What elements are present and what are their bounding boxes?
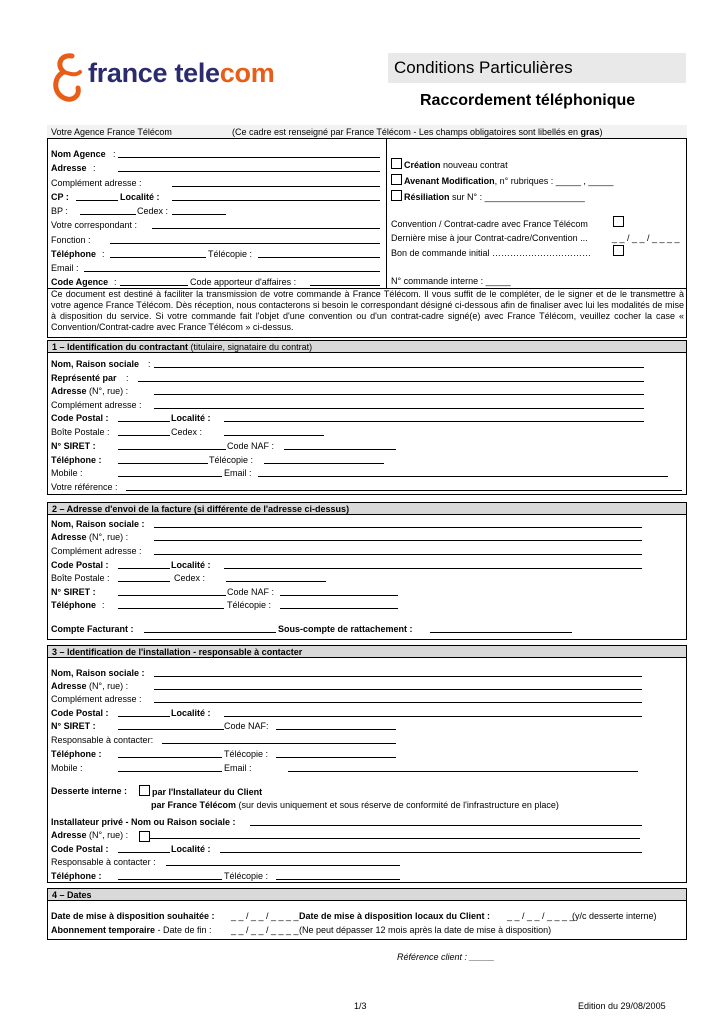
localite-label: Localité : [120,192,160,202]
s2-adresse-label: Adresse (N°, rue) : [51,532,129,542]
s1-code-naf-label: Code NAF : [227,441,275,451]
agency-header-note: (Ce cadre est renseigné par France Télécom - Les champs obligatoires sont libellés en gras) [232,127,603,137]
s3-inst-telecopie-label: Télécopie : [224,871,269,881]
s1-email-field[interactable] [258,476,668,477]
cp-field[interactable] [76,200,118,201]
s2-sous-compte-label: Sous-compte de rattachement : [278,624,413,634]
s3-mobile-field[interactable] [118,771,222,772]
s3-localite-field[interactable] [224,716,642,717]
code-apporteur-label: Code apporteur d'affaires : [190,277,297,287]
s2-code-postal-field[interactable] [118,568,170,569]
s2-complement-label: Complément adresse : [51,546,142,556]
localite-field[interactable] [172,200,380,201]
intro-text: Ce document est destiné à faciliter la transmission de votre commande à France Télécom. Il vous suffit de le compléter, de le signer et de le transmettre à votre agence France Télécom. Dès réception, nous contacterons si besoin le correspondant désigné ci-dessous afin de finaliser avec lui les modalités de mise à disposition du service. Si votre commande fait l'objet d'une convention ou d'un contrat-cadre signé(e) avec France Télécom, veuillez cocher la case « Convention/Contrat-cadre avec France Télécom » ci-dessus. [51,289,684,332]
s1-code-naf-field[interactable] [284,449,396,450]
telecopie-field[interactable] [258,257,380,258]
resiliation-option[interactable]: Résiliation sur N° : ____________________ [391,190,585,203]
s2-localite-field[interactable] [224,568,642,569]
complement-field[interactable] [172,186,380,187]
s3-nom-field[interactable] [154,676,642,677]
s1-nom-label: Nom, Raison sociale [51,359,140,369]
s3-nom-label: Nom, Raison sociale : [51,668,145,678]
s3-inst-adresse-field[interactable] [150,838,640,839]
s2-telephone-field[interactable] [118,608,224,609]
s3-desserte-opt1[interactable]: par l'Installateur du Client [139,785,262,798]
s1-email-label: Email : [224,468,252,478]
s1-code-postal-label: Code Postal : [51,413,109,423]
s1-mobile-label: Mobile : [51,468,83,478]
s1-complement-field[interactable] [154,408,644,409]
s2-compte-label: Compte Facturant : [51,624,134,634]
s2-telephone-label: Téléphone [51,600,97,610]
section3-box [47,645,687,883]
derniere-maj-label: Dernière mise à jour Contrat-cadre/Convention ... [391,233,588,243]
bp-field[interactable] [80,214,136,215]
s3-responsable-field[interactable] [162,743,396,744]
derniere-maj-date[interactable]: _ _ / _ _ / _ _ _ _ [612,233,680,243]
telecopie-label: Télécopie : [208,249,253,259]
s3-mobile-label: Mobile : [51,763,83,773]
s1-reference-field[interactable] [126,490,682,491]
s1-telecopie-field[interactable] [264,463,384,464]
s3-inst-code-postal-field[interactable] [118,852,170,853]
s3-code-naf-label: Code NAF: [224,721,269,731]
fonction-label: Fonction : [51,235,91,245]
creation-option[interactable]: Création nouveau contrat [391,158,508,171]
s4-date-locaux-value[interactable]: _ _ / _ _ / _ _ _ _ [507,911,575,921]
bon-commande-label: Bon de commande initial …………………………… [391,248,592,258]
s3-inst-localite-label: Localité : [171,844,211,854]
s1-nom-field[interactable] [154,367,644,368]
s3-responsable-label: Responsable à contacter: [51,735,154,745]
s2-localite-label: Localité : [171,560,211,570]
email-field[interactable] [84,271,380,272]
bon-commande-checkbox[interactable] [613,245,624,256]
s1-mobile-field[interactable] [118,476,222,477]
telephone-label: Téléphone [51,249,97,259]
s3-code-postal-label: Code Postal : [51,708,109,718]
s2-boite-postale-label: Boîte Postale : [51,573,110,583]
s1-cedex-label: Cedex : [171,427,203,437]
s3-localite-label: Localité : [171,708,211,718]
s1-complement-label: Complément adresse : [51,400,142,410]
avenant-option[interactable]: Avenant Modification, n° rubriques : _____ , _____ [391,174,613,187]
section2-header: 2 – Adresse d'envoi de la facture (si différente de l'adresse ci-dessus) [47,502,687,515]
s3-inst-responsable-field[interactable] [166,865,400,866]
s2-siret-field[interactable] [118,595,226,596]
s1-localite-label: Localité : [171,413,211,423]
bp-label: BP : [51,206,68,216]
s1-telephone-field[interactable] [118,463,208,464]
s2-telecopie-label: Télécopie : [227,600,272,610]
fonction-field[interactable] [110,243,380,244]
cedex-field[interactable] [172,214,226,215]
agency-header-label: Votre Agence France Télécom [51,127,172,137]
logo-text: france telecom [88,58,275,88]
s2-compte-field[interactable] [144,632,276,633]
avenant-checkbox[interactable] [391,174,402,185]
email-label: Email : [51,263,79,273]
s3-email-label: Email : [224,763,252,773]
s4-date-souhaitee-value[interactable]: _ _ / _ _ / _ _ _ _ [231,911,299,921]
correspondant-field[interactable] [152,228,380,229]
s1-boite-postale-field[interactable] [118,435,170,436]
s1-telephone-label: Téléphone : [51,455,102,465]
s4-abonnement-value[interactable]: _ _ / _ _ / _ _ _ _ [231,925,299,935]
s3-inst-adresse-label: Adresse (N°, rue) : [51,830,129,840]
s2-siret-label: N° SIRET : [51,587,96,597]
section1-header: 1 – Identification du contractant (titulaire, signataire du contrat) [47,340,687,353]
section3-header: 3 – Identification de l'installation - responsable à contacter [47,645,687,658]
s3-telecopie-label: Télécopie : [224,749,269,759]
nom-agence-field[interactable] [118,157,380,158]
s1-represente-field[interactable] [138,381,644,382]
france-telecom-logo-icon [50,52,84,106]
s4-abonnement-note: (Ne peut dépasser 12 mois après la date de mise à disposition) [299,925,552,935]
s3-inst-localite-field[interactable] [220,852,642,853]
s3-adresse-field[interactable] [154,689,642,690]
s4-abonnement-label: Abonnement temporaire - Date de fin : [51,925,212,935]
s3-complement-field[interactable] [154,702,642,703]
s1-adresse-field[interactable] [154,394,644,395]
page-number: 1/3 [354,1001,367,1011]
s4-date-locaux-note: (y/c desserte interne) [572,911,657,921]
code-agence-field[interactable] [120,285,188,286]
s3-telecopie-field[interactable] [276,757,396,758]
s3-siret-label: N° SIRET : [51,721,96,731]
code-apporteur-field[interactable] [310,285,380,286]
s3-complement-label: Complément adresse : [51,694,142,704]
adresse-label: Adresse [51,163,87,173]
s1-represente-label: Représenté par [51,373,117,383]
page-subtitle: Raccordement téléphonique [420,92,636,109]
s1-siret-label: N° SIRET : [51,441,96,451]
code-agence-label: Code Agence [51,277,109,287]
adresse-field[interactable] [118,171,380,172]
s3-inst-responsable-label: Responsable à contacter : [51,857,156,867]
s3-inst-adresse-checkbox[interactable] [139,831,150,842]
s3-adresse-label: Adresse (N°, rue) : [51,681,129,691]
s3-installateur-label: Installateur privé - Nom ou Raison sociale : [51,817,236,827]
s1-code-postal-field[interactable] [118,421,170,422]
s3-siret-field[interactable] [118,729,224,730]
s3-inst-telephone-label: Téléphone : [51,871,102,881]
agency-divider [386,139,387,288]
cedex-label: Cedex : [137,206,169,216]
s1-adresse-label: Adresse (N°, rue) : [51,386,129,396]
s3-desserte-opt2[interactable]: par France Télécom (sur devis uniquement et sous réserve de conformité de l'infrastructure en place) [151,800,559,810]
convention-label: Convention / Contrat-cadre avec France Télécom [391,219,588,229]
commande-interne-label: N° commande interne : _____ [391,276,511,286]
convention-checkbox[interactable] [613,216,624,227]
s3-telephone-field[interactable] [118,757,222,758]
nom-agence-label: Nom Agence [51,149,106,159]
s2-telecopie-field[interactable] [280,608,398,609]
s2-code-naf-label: Code NAF : [227,587,275,597]
s3-inst-telephone-field[interactable] [118,879,222,880]
reference-client: Référence client : _____ [397,952,495,962]
s1-cedex-field[interactable] [224,435,324,436]
s1-boite-postale-label: Boîte Postale : [51,427,110,437]
section4-header: 4 – Dates [47,888,687,901]
edition-date: Edition du 29/08/2005 [578,1001,666,1011]
s2-complement-field[interactable] [154,554,642,555]
s1-telecopie-label: Télécopie : [209,455,254,465]
resiliation-checkbox[interactable] [391,190,402,201]
s3-email-field[interactable] [288,771,638,772]
creation-checkbox[interactable] [391,158,402,169]
s2-nom-field[interactable] [154,527,642,528]
s3-code-postal-field[interactable] [118,716,170,717]
desserte-installateur-checkbox[interactable] [139,785,150,796]
s1-siret-field[interactable] [118,449,226,450]
s1-reference-label: Votre référence : [51,482,118,492]
s2-code-naf-field[interactable] [280,595,398,596]
s3-installateur-field[interactable] [250,825,642,826]
correspondant-label: Votre correspondant : [51,220,138,230]
s2-boite-postale-field[interactable] [118,581,170,582]
s3-code-naf-field[interactable] [276,729,396,730]
s2-cedex-field[interactable] [226,581,326,582]
s3-desserte-label: Desserte interne : [51,786,128,796]
s2-nom-label: Nom, Raison sociale : [51,519,145,529]
s1-localite-field[interactable] [224,421,644,422]
cp-label: CP : [51,192,69,202]
s2-cedex-label: Cedex : [174,573,206,583]
s2-adresse-field[interactable] [154,540,642,541]
s3-inst-telecopie-field[interactable] [276,879,400,880]
s2-sous-compte-field[interactable] [430,632,572,633]
section1-box [47,340,687,495]
s4-date-souhaitee-label: Date de mise à disposition souhaitée : [51,911,215,921]
s4-date-locaux-label: Date de mise à disposition locaux du Client : [299,911,491,921]
page-title: Conditions Particulières [394,58,573,77]
telephone-field[interactable] [110,257,206,258]
s3-inst-code-postal-label: Code Postal : [51,844,109,854]
s2-code-postal-label: Code Postal : [51,560,109,570]
s3-telephone-label: Téléphone : [51,749,102,759]
complement-label: Complément adresse : [51,178,142,188]
